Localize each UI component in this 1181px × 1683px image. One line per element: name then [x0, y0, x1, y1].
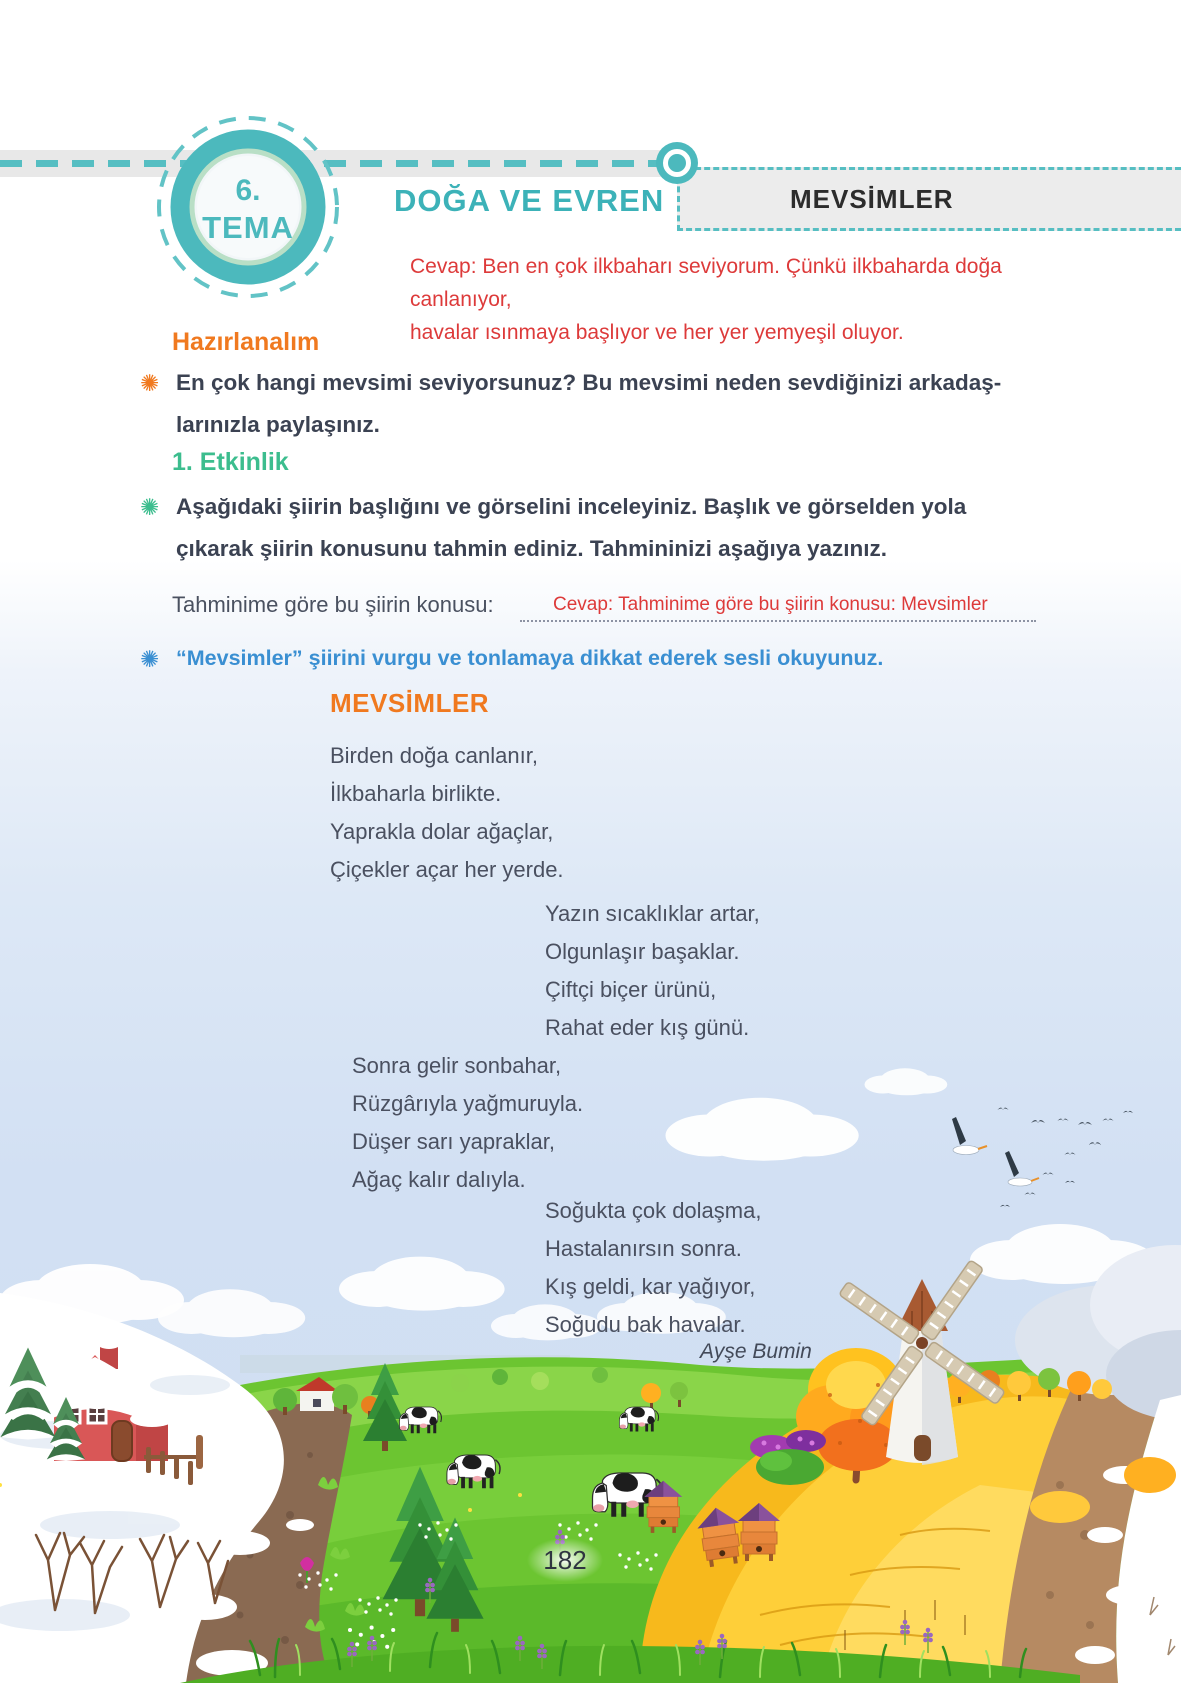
- page-number: 182: [527, 1538, 603, 1582]
- bullet-star-icon: ✺: [140, 646, 160, 672]
- answer-favorite-season: Cevap: Ben en çok ilkbaharı seviyorum. Çünkü ilkbaharda doğa canlanıyor, havalar ısınmaya başlıyor ve her yer yemyeşil oluyor.: [410, 255, 1002, 344]
- answer-line[interactable]: [520, 620, 1036, 622]
- poem-stanza-2: Yazın sıcaklıklar artar, Olgunlaşır başaklar. Çiftçi biçer ürünü, Rahat eder kış günü.: [545, 901, 760, 1040]
- poem-author: Ayşe Bumin: [700, 1340, 812, 1363]
- bullet-star-icon: ✺: [140, 494, 160, 520]
- house-door: [112, 1421, 132, 1461]
- four-seasons-illustration: [0, 1055, 1181, 1683]
- activity-heading: 1. Etkinlik: [172, 448, 289, 476]
- poem-stanza-3: Sonra gelir sonbahar, Rüzgârıyla yağmuruyla. Düşer sarı yapraklar, Ağaç kalır dalıyla.: [352, 1053, 584, 1192]
- birds-flock: [952, 1108, 1133, 1207]
- timeline-node-icon: [656, 142, 698, 184]
- poem-title: MEVSİMLER: [330, 688, 490, 718]
- page-title: DOĞA VE EVREN: [394, 183, 665, 218]
- goose-icon: [952, 1117, 1039, 1186]
- poem-stanza-4: Soğukta çok dolaşma, Hastalanırsın sonra. Kış geldi, kar yağıyor, Soğudu bak havalar.: [545, 1198, 762, 1337]
- prepare-heading: Hazırlanalım: [172, 328, 320, 356]
- badge-number: 6.: [235, 174, 261, 207]
- theme-badge: [152, 106, 344, 308]
- section-title: MEVSİMLER: [790, 183, 954, 214]
- answer-poem-topic: Cevap: Tahminime göre bu şiirin konusu: Mevsimler: [553, 594, 988, 615]
- guess-label: Tahminime göre bu şiirin konusu:: [172, 592, 494, 617]
- poem-stanza-1: Birden doğa canlanır, İlkbaharla birlikte. Yaprakla dolar ağaçlar, Çiçekler açar her yerde.: [330, 743, 564, 882]
- prepare-question: En çok hangi mevsimi seviyorsunuz? Bu mevsimi neden sevdiğinizi arkadaş- larınızla paylaşınız.: [176, 370, 1002, 437]
- bullet-star-icon: ✺: [140, 370, 160, 396]
- section-title-box: [677, 167, 1181, 231]
- badge-label: TEMA: [202, 210, 294, 245]
- read-aloud-instruction: “Mevsimler” şiirini vurgu ve tonlamaya dikkat ederek sesli okuyunuz.: [176, 646, 884, 670]
- activity-instruction: Aşağıdaki şiirin başlığını ve görselini inceleyiniz. Başlık ve görselden yola çıkarak şiirin konusunu tahmin ediniz. Tahmininizi aşağıya yazınız.: [176, 494, 967, 561]
- windmill-door: [914, 1435, 931, 1461]
